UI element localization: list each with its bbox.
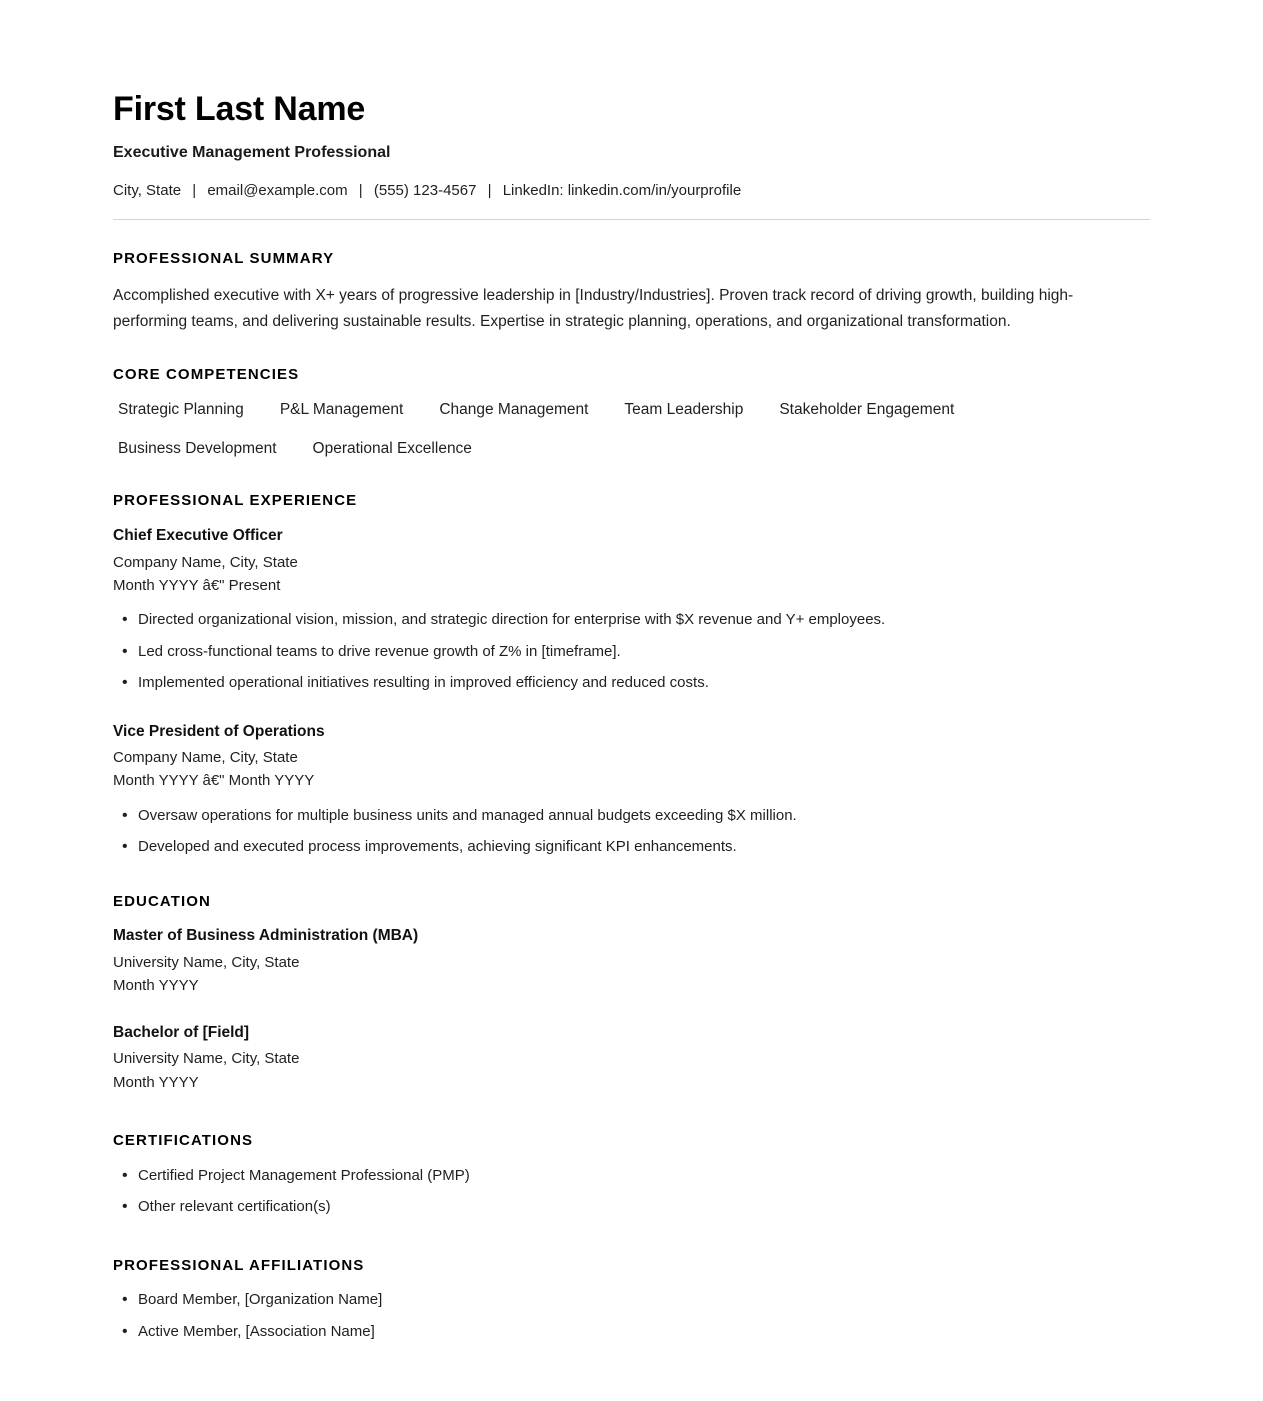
contact-separator: | (192, 181, 197, 199)
graduation-date: Month YYYY (113, 1073, 199, 1091)
competency-item: Stakeholder Engagement (779, 400, 955, 418)
job-company: Company Name, City, State (113, 749, 298, 767)
section-professional-summary (113, 250, 1150, 336)
section-professional-experience (113, 492, 1150, 859)
section-title-summary: PROFESSIONAL SUMMARY (113, 249, 335, 267)
experience-entry (113, 525, 1150, 695)
section-title-competencies: CORE COMPETENCIES (113, 365, 300, 383)
job-bullet: • Directed organizational vision, mission, and strategic direction for enterprise with $X revenue and Y+ employees. (113, 609, 1123, 632)
education-entry (113, 1022, 1150, 1094)
competency-item: Operational Excellence (312, 440, 472, 458)
job-company: Company Name, City, State (113, 553, 298, 571)
job-title: Chief Executive Officer (113, 526, 283, 544)
section-certifications (113, 1132, 1150, 1219)
competency-item: Business Development (118, 440, 277, 458)
job-dates: Month YYYY â€" Month YYYY (113, 772, 315, 790)
header-divider (113, 219, 1150, 220)
certification-item: • Certified Project Management Professional (PMP) (113, 1165, 1123, 1188)
experience-entry (113, 721, 1150, 859)
competency-item: Strategic Planning (118, 400, 244, 418)
job-bullet: • Led cross-functional teams to drive revenue growth of Z% in [timeframe]. (113, 641, 1123, 664)
job-title: Vice President of Operations (113, 722, 325, 740)
job-bullet: • Developed and executed process improvements, achieving significant KPI enhancements. (113, 836, 1123, 859)
school-name: University Name, City, State (113, 954, 300, 972)
competency-item: Change Management (439, 400, 589, 418)
affiliation-item: • Board Member, [Organization Name] (113, 1289, 1123, 1312)
degree-title: Bachelor of [Field] (113, 1023, 250, 1041)
section-title-certifications: CERTIFICATIONS (113, 1131, 254, 1149)
certification-item: • Other relevant certification(s) (113, 1196, 1123, 1219)
contact-separator: | (487, 181, 492, 199)
summary-paragraph: Accomplished executive with X+ years of progressive leadership in [Industry/Industries]. Proven track record of driving growth, building high-performing teams, and delivering sustainable results. Expertise in strategic planning, operations, and organizational transformation. (113, 286, 1074, 331)
contact-phone[interactable]: (555) 123-4567 (373, 181, 477, 199)
section-title-affiliations: PROFESSIONAL AFFILIATIONS (113, 1256, 365, 1274)
competency-item: P&L Management (279, 400, 404, 418)
contact-location: City, State (113, 181, 182, 199)
section-title-education: EDUCATION (113, 892, 211, 910)
competency-item: Team Leadership (624, 400, 744, 418)
contact-email[interactable]: email@example.com (207, 181, 348, 199)
section-education (113, 893, 1150, 1094)
affiliation-list (113, 1289, 1123, 1343)
school-name: University Name, City, State (113, 1050, 300, 1068)
candidate-name: First Last Name (113, 90, 366, 128)
graduation-date: Month YYYY (113, 977, 199, 995)
job-bullet-list (113, 609, 1123, 695)
education-entry (113, 925, 1150, 997)
job-bullet: • Implemented operational initiatives resulting in improved efficiency and reduced costs. (113, 672, 1123, 695)
competency-list (113, 399, 1123, 460)
candidate-headline: Executive Management Professional (113, 144, 391, 162)
contact-separator: | (358, 181, 363, 199)
resume-header (113, 90, 1150, 220)
certification-list (113, 1165, 1123, 1219)
section-professional-affiliations (113, 1257, 1150, 1344)
degree-title: Master of Business Administration (MBA) (113, 927, 419, 945)
contact-line (113, 180, 1150, 201)
section-core-competencies (113, 366, 1150, 460)
job-dates: Month YYYY â€" Present (113, 576, 281, 594)
contact-linkedin[interactable]: LinkedIn: linkedin.com/in/yourprofile (502, 181, 742, 199)
affiliation-item: • Active Member, [Association Name] (113, 1321, 1123, 1344)
section-title-experience: PROFESSIONAL EXPERIENCE (113, 492, 358, 510)
job-bullet: • Oversaw operations for multiple business units and managed annual budgets exceeding $X million. (113, 805, 1123, 828)
job-bullet-list (113, 805, 1123, 859)
